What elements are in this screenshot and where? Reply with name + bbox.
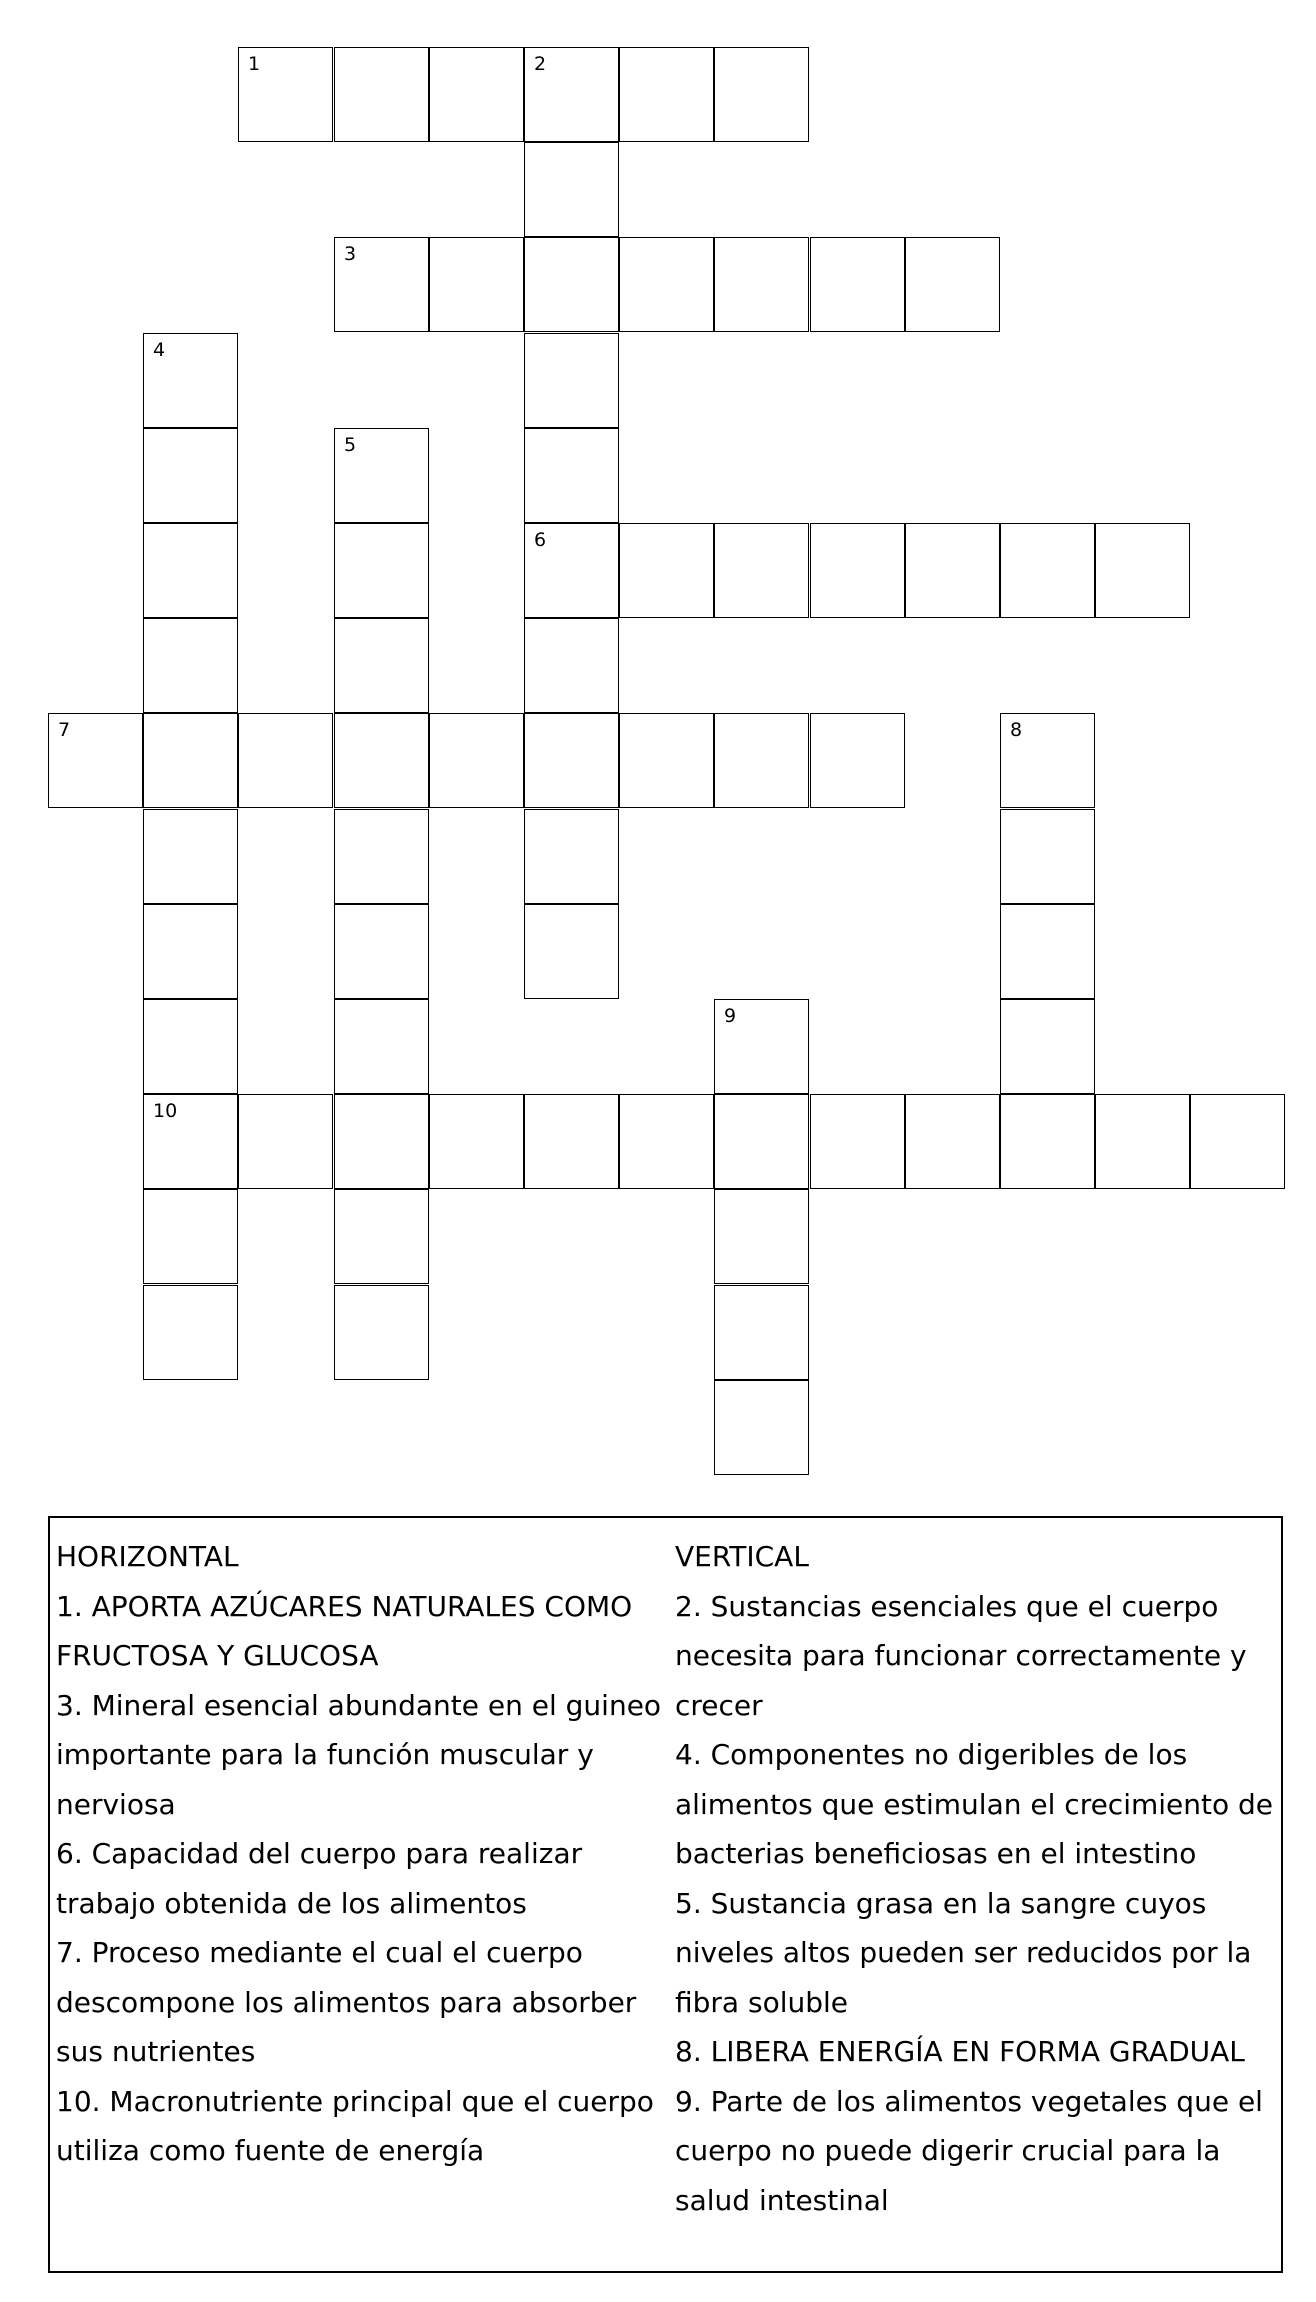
crossword-cell[interactable]	[429, 237, 524, 332]
crossword-cell[interactable]	[238, 47, 333, 142]
crossword-cell[interactable]	[1000, 904, 1095, 999]
crossword-cell[interactable]	[143, 333, 238, 428]
clue-number: 10	[153, 1100, 178, 1122]
crossword-cell[interactable]	[524, 142, 619, 237]
clue-horizontal-6: 6. Capacidad del cuerpo para realizar trabajo obtenida de los alimentos	[56, 1837, 583, 1920]
crossword-cell[interactable]	[334, 428, 429, 523]
crossword-cell[interactable]	[238, 1094, 333, 1189]
horizontal-title: HORIZONTAL	[56, 1540, 239, 1573]
crossword-cell[interactable]	[1000, 713, 1095, 808]
clue-vertical-5: 5. Sustancia grasa en la sangre cuyos niveles altos pueden ser reducidos por la fibra soluble	[675, 1886, 1252, 2019]
clue-number: 7	[58, 719, 71, 741]
crossword-cell[interactable]	[334, 237, 429, 332]
crossword-cell[interactable]	[143, 809, 238, 904]
clue-vertical-2: 2. Sustancias esenciales que el cuerpo necesita para funcionar correctamente y crecer	[675, 1589, 1247, 1722]
crossword-cell[interactable]	[334, 47, 429, 142]
crossword-cell[interactable]	[810, 237, 905, 332]
crossword-cell[interactable]	[524, 47, 619, 142]
clue-horizontal-10: 10. Macronutriente principal que el cuerpo utiliza como fuente de energía	[56, 2084, 654, 2167]
horizontal-clues	[56, 1532, 666, 2176]
clue-vertical-9: 9. Parte de los alimentos vegetales que el cuerpo no puede digerir crucial para la salud intestinal	[675, 2084, 1263, 2217]
clue-vertical-4: 4. Componentes no digeribles de los alimentos que estimulan el crecimiento de bacterias beneficiosas en el intestino	[675, 1738, 1274, 1870]
crossword-cell[interactable]	[429, 1094, 524, 1189]
crossword-cell[interactable]	[429, 47, 524, 142]
clue-horizontal-7: 7. Proceso mediante el cual el cuerpo descompone los alimentos para absorber sus nutrientes	[56, 1936, 637, 2068]
crossword-cell[interactable]	[905, 237, 1000, 332]
crossword-cell[interactable]	[714, 1380, 809, 1475]
crossword-cell[interactable]	[143, 523, 238, 618]
crossword-cell[interactable]	[334, 809, 429, 904]
crossword-cell[interactable]	[619, 1094, 714, 1189]
crossword-cell[interactable]	[143, 618, 238, 713]
clue-horizontal-1: 1. APORTA AZÚCARES NATURALES COMO FRUCTOSA Y GLUCOSA	[56, 1589, 633, 1672]
crossword-cell[interactable]	[1000, 809, 1095, 904]
crossword-cell[interactable]	[619, 713, 714, 808]
clue-number: 8	[1010, 719, 1023, 741]
crossword-cell[interactable]	[334, 1285, 429, 1380]
crossword-cell[interactable]	[143, 1285, 238, 1380]
crossword-cell[interactable]	[143, 428, 238, 523]
crossword-cell[interactable]	[334, 904, 429, 999]
crossword-cell[interactable]	[619, 47, 714, 142]
crossword-cell[interactable]	[1000, 523, 1095, 618]
clue-vertical-8: 8. LIBERA ENERGÍA EN FORMA GRADUAL	[675, 2035, 1245, 2068]
clue-number: 1	[248, 53, 261, 75]
crossword-cell[interactable]	[714, 713, 809, 808]
crossword-cell[interactable]	[143, 1189, 238, 1284]
crossword-cell[interactable]	[524, 809, 619, 904]
crossword-cell[interactable]	[524, 523, 619, 618]
crossword-cell[interactable]	[143, 904, 238, 999]
clue-number: 4	[153, 339, 166, 361]
clues-box	[48, 1516, 1283, 2273]
vertical-title: VERTICAL	[675, 1540, 809, 1573]
crossword-cell[interactable]	[143, 713, 238, 808]
vertical-clues	[675, 1532, 1275, 2225]
crossword-cell[interactable]	[524, 713, 619, 808]
crossword-cell[interactable]	[524, 428, 619, 523]
crossword-cell[interactable]	[1190, 1094, 1285, 1189]
crossword-cell[interactable]	[619, 523, 714, 618]
crossword-cell[interactable]	[810, 1094, 905, 1189]
clue-number: 9	[724, 1005, 737, 1027]
crossword-cell[interactable]	[810, 713, 905, 808]
crossword-cell[interactable]	[714, 523, 809, 618]
clue-number: 5	[344, 434, 357, 456]
crossword-cell[interactable]	[1095, 523, 1190, 618]
crossword-cell[interactable]	[714, 1094, 809, 1189]
crossword-cell[interactable]	[714, 1189, 809, 1284]
crossword-cell[interactable]	[334, 999, 429, 1094]
crossword-cell[interactable]	[334, 1189, 429, 1284]
crossword-cell[interactable]	[524, 1094, 619, 1189]
crossword-cell[interactable]	[714, 237, 809, 332]
crossword-cell[interactable]	[238, 713, 333, 808]
crossword-cell[interactable]	[48, 713, 143, 808]
crossword-cell[interactable]	[1000, 999, 1095, 1094]
clue-number: 6	[534, 529, 547, 551]
crossword-cell[interactable]	[810, 523, 905, 618]
crossword-cell[interactable]	[714, 999, 809, 1094]
crossword-cell[interactable]	[619, 237, 714, 332]
crossword-cell[interactable]	[524, 333, 619, 428]
crossword-cell[interactable]	[714, 47, 809, 142]
crossword-cell[interactable]	[714, 1285, 809, 1380]
crossword-cell[interactable]	[334, 713, 429, 808]
crossword-cell[interactable]	[334, 523, 429, 618]
crossword-cell[interactable]	[429, 713, 524, 808]
crossword-cell[interactable]	[524, 904, 619, 999]
clue-number: 3	[344, 243, 357, 265]
crossword-cell[interactable]	[905, 523, 1000, 618]
clue-number: 2	[534, 53, 547, 75]
crossword-cell[interactable]	[334, 618, 429, 713]
crossword-cell[interactable]	[143, 999, 238, 1094]
crossword-cell[interactable]	[1095, 1094, 1190, 1189]
crossword-cell[interactable]	[1000, 1094, 1095, 1189]
clue-horizontal-3: 3. Mineral esencial abundante en el guineo importante para la función muscular y nerviosa	[56, 1688, 662, 1821]
crossword-cell[interactable]	[905, 1094, 1000, 1189]
crossword-cell[interactable]	[524, 237, 619, 332]
crossword-cell[interactable]	[334, 1094, 429, 1189]
crossword-cell[interactable]	[524, 618, 619, 713]
crossword-cell[interactable]	[143, 1094, 238, 1189]
